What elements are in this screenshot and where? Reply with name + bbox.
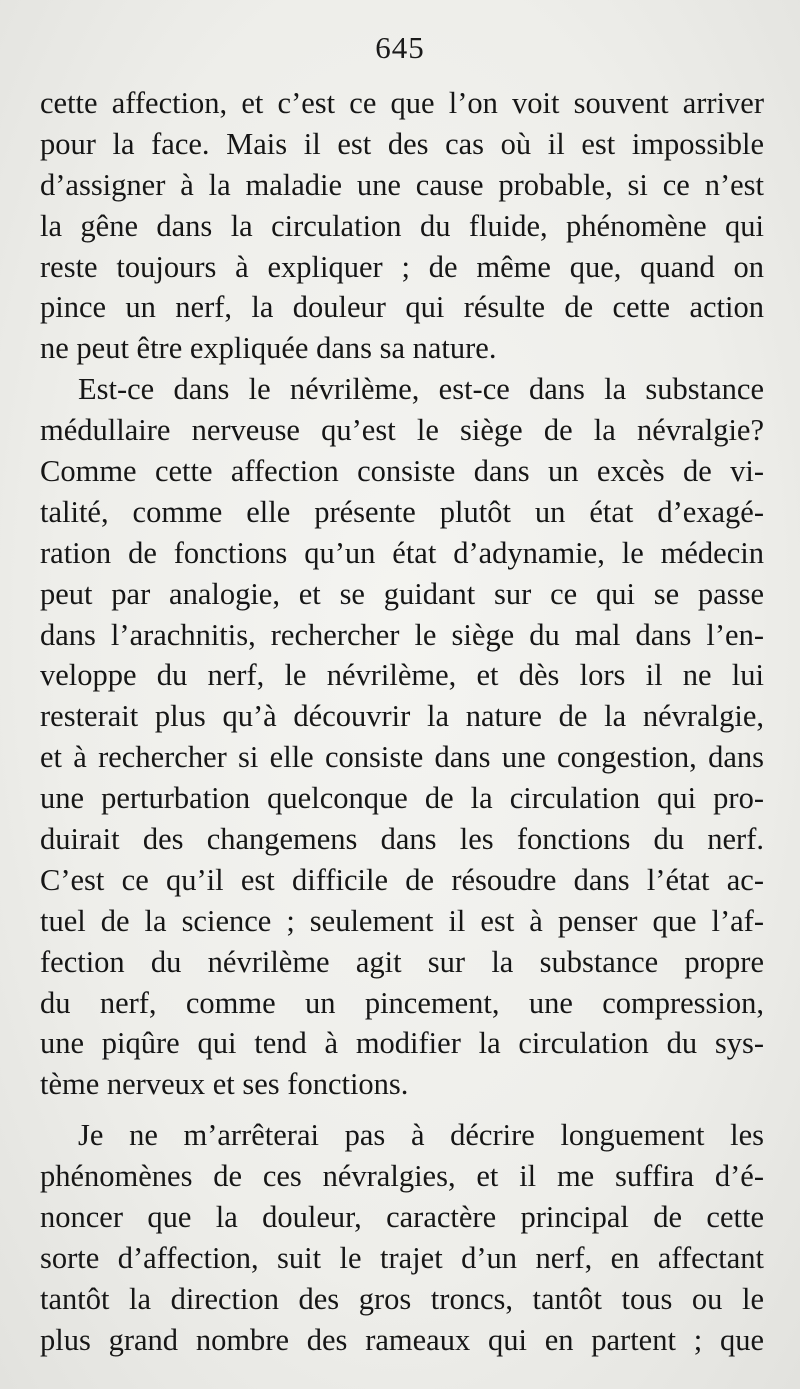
text-line: tuel de la science ; seulement il est à penser que l’af- (40, 903, 764, 938)
page-number: 645 (375, 30, 425, 65)
text-line: dans l’arachnitis, rechercher le siège du mal dans l’en- (40, 617, 764, 652)
text-line: une piqûre qui tend à modifier la circulation du sys- (40, 1026, 764, 1061)
text-line: tantôt la direction des gros troncs, tantôt tous ou le (40, 1281, 764, 1316)
text-line: C’est ce qu’il est difficile de résoudre dans l’état ac- (40, 862, 764, 897)
text-line: duirait des changemens dans les fonctions du nerf. (40, 822, 764, 857)
text-line: médullaire nerveuse qu’est le siège de la névralgie? (40, 413, 764, 448)
text-line: Est-ce dans le névrilème, est-ce dans la substance (78, 372, 764, 407)
paragraph-3 (40, 1115, 764, 1360)
text-line: la gêne dans la circulation du fluide, phénomène qui (40, 208, 764, 243)
text-line: noncer que la douleur, caractère principal de cette (40, 1200, 764, 1235)
text-line: tème nerveux et ses fonctions. (40, 1067, 409, 1102)
text-line: sorte d’affection, suit le trajet d’un nerf, en affectant (40, 1240, 764, 1275)
text-line: peut par analogie, et se guidant sur ce qui se passe (40, 576, 764, 611)
text-line: veloppe du nerf, le névrilème, et dès lors il ne lui (40, 658, 764, 693)
text-line: une perturbation quelconque de la circulation qui pro- (40, 781, 764, 816)
text-line: et à rechercher si elle consiste dans une congestion, dans (40, 740, 764, 775)
paragraph-gap (40, 1105, 764, 1115)
text-line: reste toujours à expliquer ; de même que, quand on (40, 249, 764, 284)
text-line: pince un nerf, la douleur qui résulte de cette action (40, 290, 764, 325)
text-line: Comme cette affection consiste dans un excès de vi- (40, 454, 764, 489)
text-line: ration de fonctions qu’un état d’adynamie, le médecin (40, 535, 764, 570)
text-line: du nerf, comme un pincement, une compression, (40, 985, 764, 1020)
body-text (40, 83, 764, 1361)
text-line: talité, comme elle présente plutôt un état d’exagé- (40, 494, 764, 529)
text-line: fection du névrilème agit sur la substance propre (40, 944, 764, 979)
text-line: Je ne m’arrêterai pas à décrire longuement les (78, 1118, 764, 1153)
paragraph-2 (40, 369, 764, 1105)
text-line: d’assigner à la maladie une cause probable, si ce n’est (40, 167, 764, 202)
text-line: cette affection, et c’est ce que l’on voit souvent arriver (40, 86, 764, 120)
text-line: ne peut être expliquée dans sa nature. (40, 331, 497, 366)
paragraph-1 (40, 83, 764, 369)
text-line: phénomènes de ces névralgies, et il me suffira d’é- (40, 1159, 764, 1194)
text-line: resterait plus qu’à découvrir la nature de la névralgie, (40, 699, 764, 734)
text-line: pour la face. Mais il est des cas où il est impossible (40, 126, 764, 161)
text-line: plus grand nombre des rameaux qui en partent ; que (40, 1322, 764, 1357)
